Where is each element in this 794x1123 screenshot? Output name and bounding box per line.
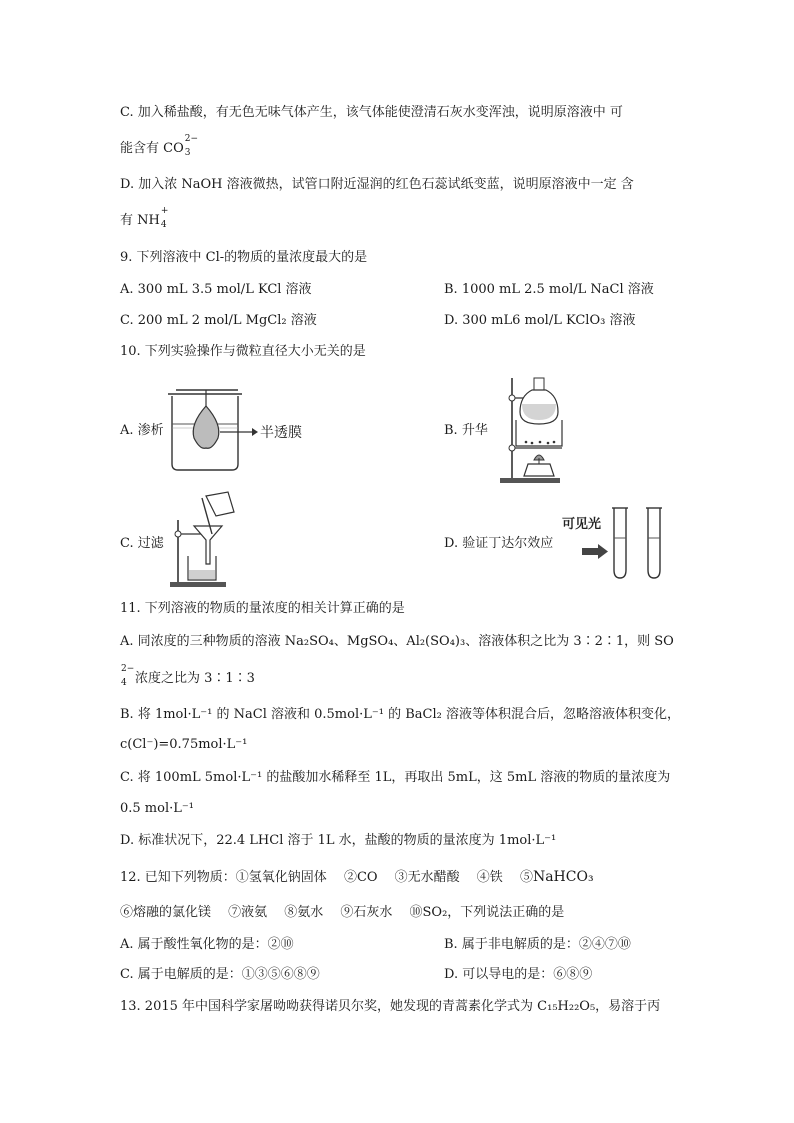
q11-option-a-line2 xyxy=(120,664,255,688)
q11-option-a-line1: A. 同浓度的三种物质的溶液 Na₂SO₄、MgSO₄、Al₂(SO₄)₃、溶液体积之比为 3∶2∶1，则 SO xyxy=(120,634,674,649)
q12-option-a: A. 属于酸性氧化物的是：②⑩ xyxy=(120,937,294,952)
sublimation-figure xyxy=(496,374,576,486)
q11-option-a-text: 浓度之比为 3∶1∶3 xyxy=(135,671,255,686)
visible-light-label: 可见光 xyxy=(562,517,602,532)
q9-option-c: C. 200 mL 2 mol/L MgCl₂ 溶液 xyxy=(120,313,317,328)
q11-option-d: D. 标准状况下，22.4 LHCl 溶于 1L 水，盐酸的物质的量浓度为 1mol·L⁻¹ xyxy=(120,833,557,848)
q11-option-b-line1: B. 将 1mol·L⁻¹ 的 NaCl 溶液和 0.5mol·L⁻¹ 的 BaCl₂ 溶液等体积混合后，忽略溶液体积变化， xyxy=(120,707,680,722)
q9-option-b: B. 1000 mL 2.5 mol/L NaCl 溶液 xyxy=(444,282,654,297)
q8-option-d-line1: D. 加入浓 NaOH 溶液微热，试管口附近湿润的红色石蕊试纸变蓝，说明原溶液中一定 含 xyxy=(120,177,634,192)
q12-line1 xyxy=(120,868,594,887)
dialysis-figure xyxy=(166,384,326,474)
q10-option-b: B. 升华 xyxy=(444,423,488,438)
q9-option-d: D. 300 mL6 mol/L KClO₃ 溶液 xyxy=(444,313,636,328)
q11-option-c-line2: 0.5 mol·L⁻¹ xyxy=(120,801,194,816)
q12-line2: ⑥熔融的氯化镁 ⑦液氨 ⑧氨水 ⑨石灰水 ⑩SO₂，下列说法正确的是 xyxy=(120,905,565,920)
q10-stem: 10. 下列实验操作与微粒直径大小无关的是 xyxy=(120,344,366,359)
q8-option-d-line2 xyxy=(120,206,171,230)
q11-option-c-line1: C. 将 100mL 5mol·L⁻¹ 的盐酸加水稀释至 1L，再取出 5mL，这 5mL 溶液的物质的量浓度为 xyxy=(120,770,671,785)
q11-option-b-line2: c(Cl⁻)=0.75mol·L⁻¹ xyxy=(120,737,248,752)
tyndall-figure xyxy=(562,500,674,582)
q9-option-a: A. 300 mL 3.5 mol/L KCl 溶液 xyxy=(120,282,312,297)
q10-option-c: C. 过滤 xyxy=(120,536,164,551)
q8-option-c-line2 xyxy=(120,134,199,158)
q10-option-a: A. 渗析 xyxy=(120,423,164,438)
q12-substances-1: 12. 已知下列物质：①氢氧化钠固体 ②CO ③无水醋酸 ④铁 ⑤ xyxy=(120,870,533,885)
q11-so4-charge: 2− 4 xyxy=(121,664,135,688)
q8-option-c-text: 能含有 CO xyxy=(120,141,184,156)
filtration-figure xyxy=(168,490,242,590)
q9-stem: 9. 下列溶液中 Cl-的物质的量浓度最大的是 xyxy=(120,250,368,265)
q10-option-d: D. 验证丁达尔效应 xyxy=(444,536,554,551)
q8-nh4-charge: + 4 xyxy=(160,206,169,230)
q12-nahco3: NaHCO₃ xyxy=(532,869,594,885)
dialysis-membrane-label: 半透膜 xyxy=(260,425,302,441)
q13-line1: 13. 2015 年中国科学家屠呦呦获得诺贝尔奖，她发现的青蒿素化学式为 C₁₅H₂₂O₅，易溶于丙 xyxy=(120,999,661,1014)
q12-option-c: C. 属于电解质的是：①③⑤⑥⑧⑨ xyxy=(120,967,320,982)
q11-stem: 11. 下列溶液的物质的量浓度的相关计算正确的是 xyxy=(120,601,405,616)
q8-co3-charge: 2− 3 xyxy=(184,134,199,158)
q12-option-b: B. 属于非电解质的是：②④⑦⑩ xyxy=(444,937,631,952)
q8-option-d-text: 有 NH xyxy=(120,213,160,228)
q8-option-c-line1: C. 加入稀盐酸，有无色无味气体产生，该气体能使澄清石灰水变浑浊，说明原溶液中 可 xyxy=(120,105,623,120)
q12-option-d: D. 可以导电的是：⑥⑧⑨ xyxy=(444,967,593,982)
